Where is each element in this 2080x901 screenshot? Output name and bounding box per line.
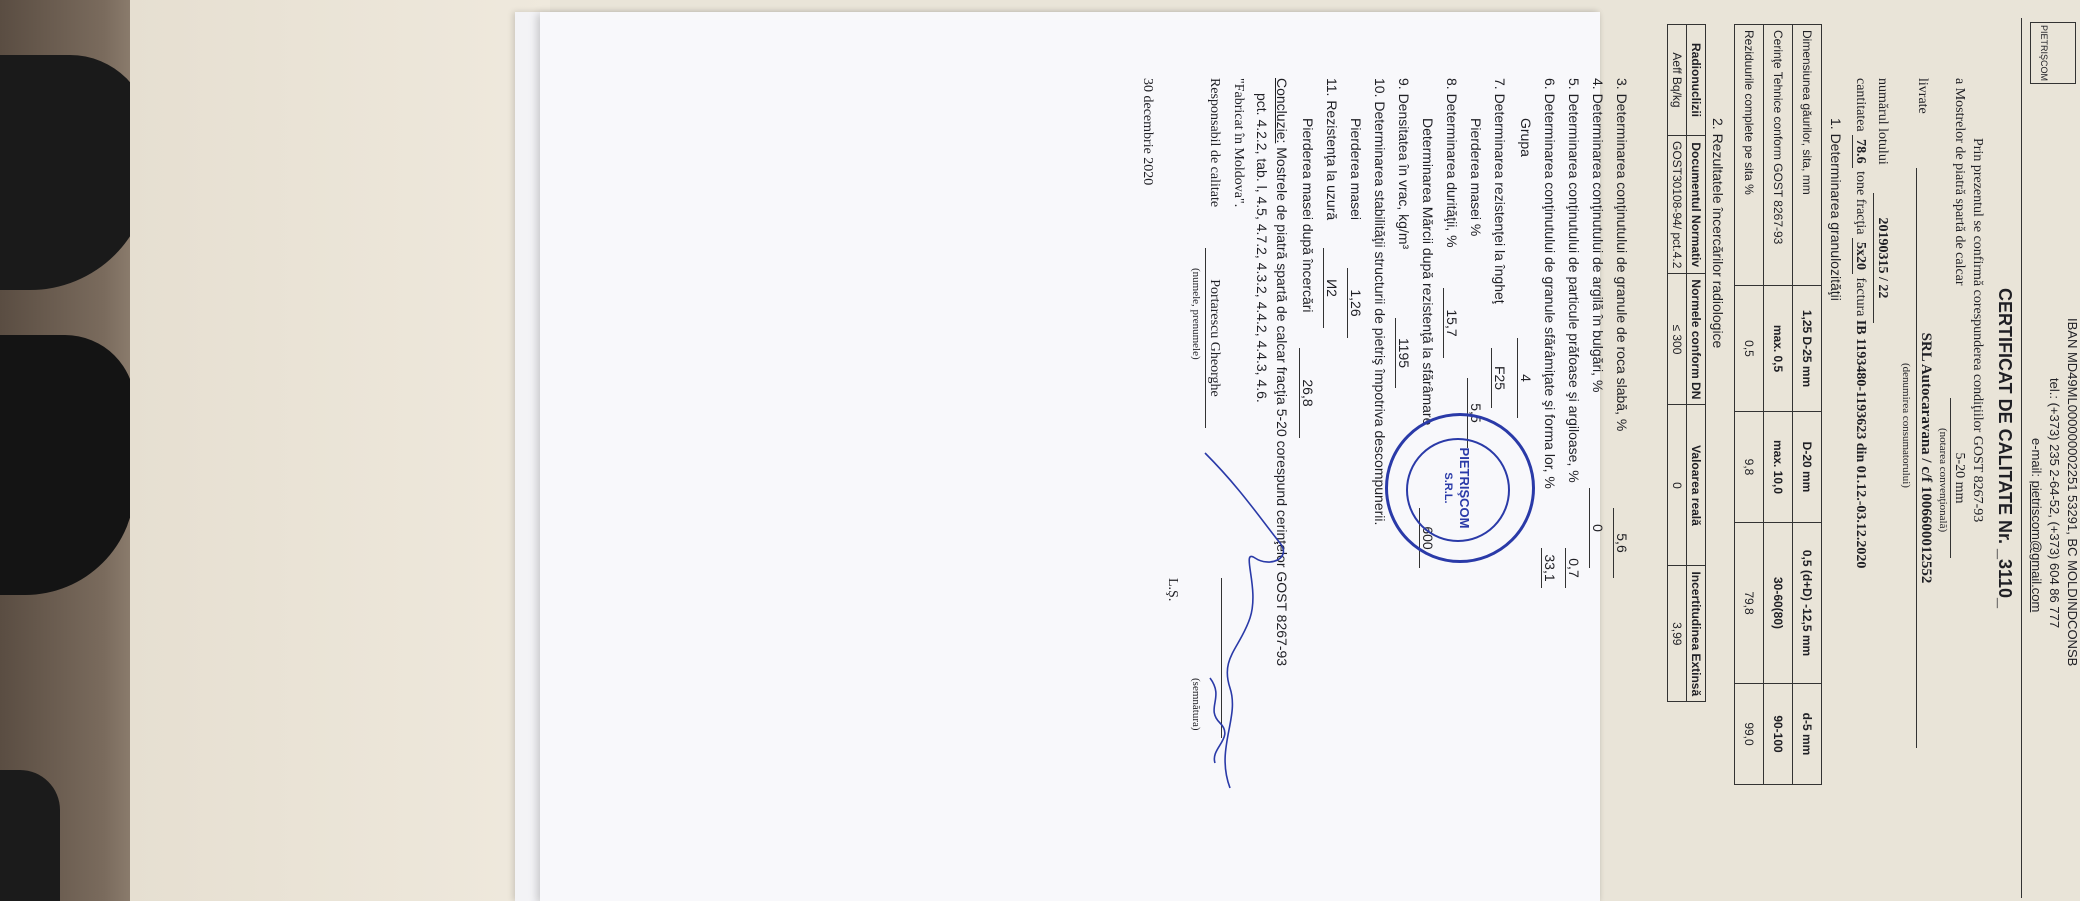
item-label: 8. Determinarea durităţii, %: [1444, 78, 1460, 248]
lot-label: numărul lotului: [1875, 78, 1890, 165]
table-cell: 3,99: [1668, 566, 1687, 702]
company-stamp: [1385, 413, 1535, 563]
item-label: 10. Determinarea stabilităţii structurii de pietriş împotriva descompunerii.: [1372, 78, 1388, 526]
table-cell: 30-60(80): [1764, 523, 1793, 684]
table-cell: GOST30108-94/ pct.4.2: [1668, 136, 1687, 274]
conclusion-text: Mostrele de piatră spartă de calcar fracţia 5-20 corespund cerinţelor GOST 8267-93: [1274, 147, 1290, 667]
invoice-label: factura: [1853, 277, 1868, 317]
table-cell: Reziduurile complete pe sita %: [1735, 25, 1764, 286]
delivered-label: livrate: [1915, 78, 1930, 114]
certificate-title: CERTIFICAT DE CALITATE Nr. _3110_: [1995, 288, 2015, 609]
table-cell: Cerinţe Tehnice conform GOST 8267-93: [1764, 25, 1793, 286]
item-label: Pierderea masei %: [1468, 118, 1484, 237]
iban-line: IBAN MD49ML000000002251 53291, BC MOLDINDCONSB: [2065, 318, 2080, 667]
item-label: 7. Determinarea rezistenţei la îngheţ: [1492, 78, 1508, 304]
consumer-name: SRL Autocaravana / c/f 1006600012552: [1916, 168, 1934, 748]
item-value: 600: [1419, 508, 1436, 568]
conclusion-line2: pct. 4.2.2, tab. l, 4.5, 4.7.2, 4.3.2, 4.4.2, 4.4.3, 4.6.: [1254, 93, 1270, 403]
table-cell: max. 10,0: [1764, 412, 1793, 523]
item-value: 5,5: [1467, 378, 1484, 448]
email-line: [2029, 438, 2044, 612]
table-header: Normele conform DN: [1687, 274, 1706, 405]
item-label: Grupa: [1518, 118, 1534, 157]
table-header: Documentul Normativ: [1687, 136, 1706, 274]
phone-line: tel.: (+373) 235 2-64-52, (+373) 604 86 777: [2047, 378, 2062, 629]
item-label: Determinarea Mărcii după rezistenţă la sfărâmare: [1420, 118, 1436, 426]
item-label: 11. Rezistenţa la uzură: [1324, 78, 1340, 221]
email-link[interactable]: pietriscom@gmail.com: [2029, 480, 2044, 613]
section2-label: 2. Rezultatele încercărilor radiologice: [1710, 118, 1726, 349]
fraction-label: tone fracţia: [1853, 171, 1868, 235]
table-cell: 9,8: [1735, 412, 1764, 523]
table-cell: 0,5 (d+D) -12,5 mm: [1793, 523, 1822, 684]
header-divider: [2021, 18, 2022, 898]
invoice-value: IB 1193480-1193623 din 01.12.-03.12.2020: [1853, 319, 1868, 569]
stamp-name: PIETRIŞCOM: [1457, 447, 1472, 529]
item-value: 0,7: [1565, 548, 1582, 588]
table-row: [1793, 25, 1822, 785]
item-value: И2: [1323, 248, 1340, 328]
table-cell: 0,5: [1735, 286, 1764, 412]
item-label: 9. Densitatea în vrac, kg/m³: [1396, 78, 1412, 250]
table-cell: ≤ 300: [1668, 274, 1687, 405]
item-value: 26,8: [1299, 348, 1316, 438]
stamp-form: S.R.L.: [1442, 472, 1454, 504]
date: 30 decembrie 2020: [1140, 78, 1155, 186]
table-cell: 0: [1668, 405, 1687, 566]
item-value: 4: [1517, 338, 1534, 418]
table-cell: 79,8: [1735, 523, 1764, 684]
item-label: 3. Determinarea conţinutului de granule de roca slabă, %: [1614, 78, 1630, 432]
item-value: F25: [1491, 348, 1508, 408]
responsible-label: Responsabil de calitate: [1207, 78, 1222, 208]
item-label: 4. Determinarea conţinutului de argilă în bulgări, %: [1590, 78, 1606, 393]
table-cell: Dimensiunea găurilor, sita, mm: [1793, 25, 1822, 286]
intro-line1: Prin prezentul se confirmă corespunderea condiţiilor GOST 8267-93: [1970, 138, 1985, 523]
document-content: [1090, 18, 2080, 898]
radiology-table: [1667, 24, 1706, 702]
conclusion-label: Concluzie:: [1274, 78, 1290, 144]
table-header: Valoarea reală: [1687, 405, 1706, 566]
item-value: 0: [1589, 488, 1606, 568]
table-row: [1668, 25, 1687, 702]
quantity-value: 78.6: [1852, 135, 1868, 168]
email-label: e-mail:: [2029, 438, 2044, 478]
granulometry-table-wrap: [1734, 24, 1822, 785]
table-row: [1735, 25, 1764, 785]
signature-note: (semnătura): [1190, 678, 1202, 731]
table-header: Incertitudinea Extinsă: [1687, 566, 1706, 702]
item-value: 15,7: [1443, 288, 1460, 358]
ls-mark: L.Ş.: [1165, 578, 1180, 602]
quantity-line: [1852, 78, 1868, 568]
name-note: (numele, prenumele): [1190, 268, 1202, 360]
intro-line2: a Mostrelor de piatră spartă de calcar: [1952, 78, 1967, 286]
table-cell: D-20 mm: [1793, 412, 1822, 523]
table-cell: 1,25 D-25 mm: [1793, 286, 1822, 412]
item-value: 1195: [1395, 318, 1412, 388]
table-row: [1764, 25, 1793, 785]
item-label: 6. Determinarea conţinutului de granule sfărâmiţate şi forma lor, %: [1542, 78, 1558, 489]
item-label: 5. Determinarea conţinutului de particule prăfoase şi argiloase, %: [1566, 78, 1582, 483]
company-logo: PIETRIŞCOM: [2030, 22, 2076, 84]
lot-value: 20190315 / 22: [1873, 193, 1890, 323]
responsible-name: Portarescu Gheorghe: [1205, 248, 1222, 428]
item-value: 5,6: [1613, 508, 1630, 578]
floor: [130, 0, 550, 901]
table-cell: d-5 mm: [1793, 684, 1822, 785]
table-cell: 90-100: [1764, 684, 1793, 785]
item-label: Pierderea masei: [1348, 118, 1364, 220]
table-header: Radionuclizii: [1687, 25, 1706, 136]
table-cell: 99,0: [1735, 684, 1764, 785]
granulometry-table: [1734, 24, 1822, 785]
table-header-row: [1687, 25, 1706, 702]
item-label: Pierderea masei după încercări: [1300, 118, 1316, 313]
quantity-fraction: 5x20: [1852, 238, 1868, 274]
item-value: 33,1: [1541, 548, 1558, 588]
shoe: [0, 770, 60, 901]
certificate-page: [540, 12, 2080, 901]
quantity-label: cantitatea: [1853, 78, 1868, 132]
signature: [1190, 448, 1300, 808]
section1-label: 1. Determinarea granulozităţii: [1828, 118, 1844, 301]
fraction-value: 5-20 mm: [1950, 398, 1967, 558]
table-cell: Aeff Bq/kg: [1668, 25, 1687, 136]
item-value: 1,26: [1347, 268, 1364, 338]
fraction-note: (notarea convenţională): [1937, 428, 1949, 533]
table-cell: max. 0,5: [1764, 286, 1793, 412]
consumer-note: (denumirea consumatorului): [1900, 363, 1912, 488]
made-in: "Fabricat în Moldova".: [1231, 78, 1246, 208]
radiology-table-wrap: [1667, 24, 1706, 702]
